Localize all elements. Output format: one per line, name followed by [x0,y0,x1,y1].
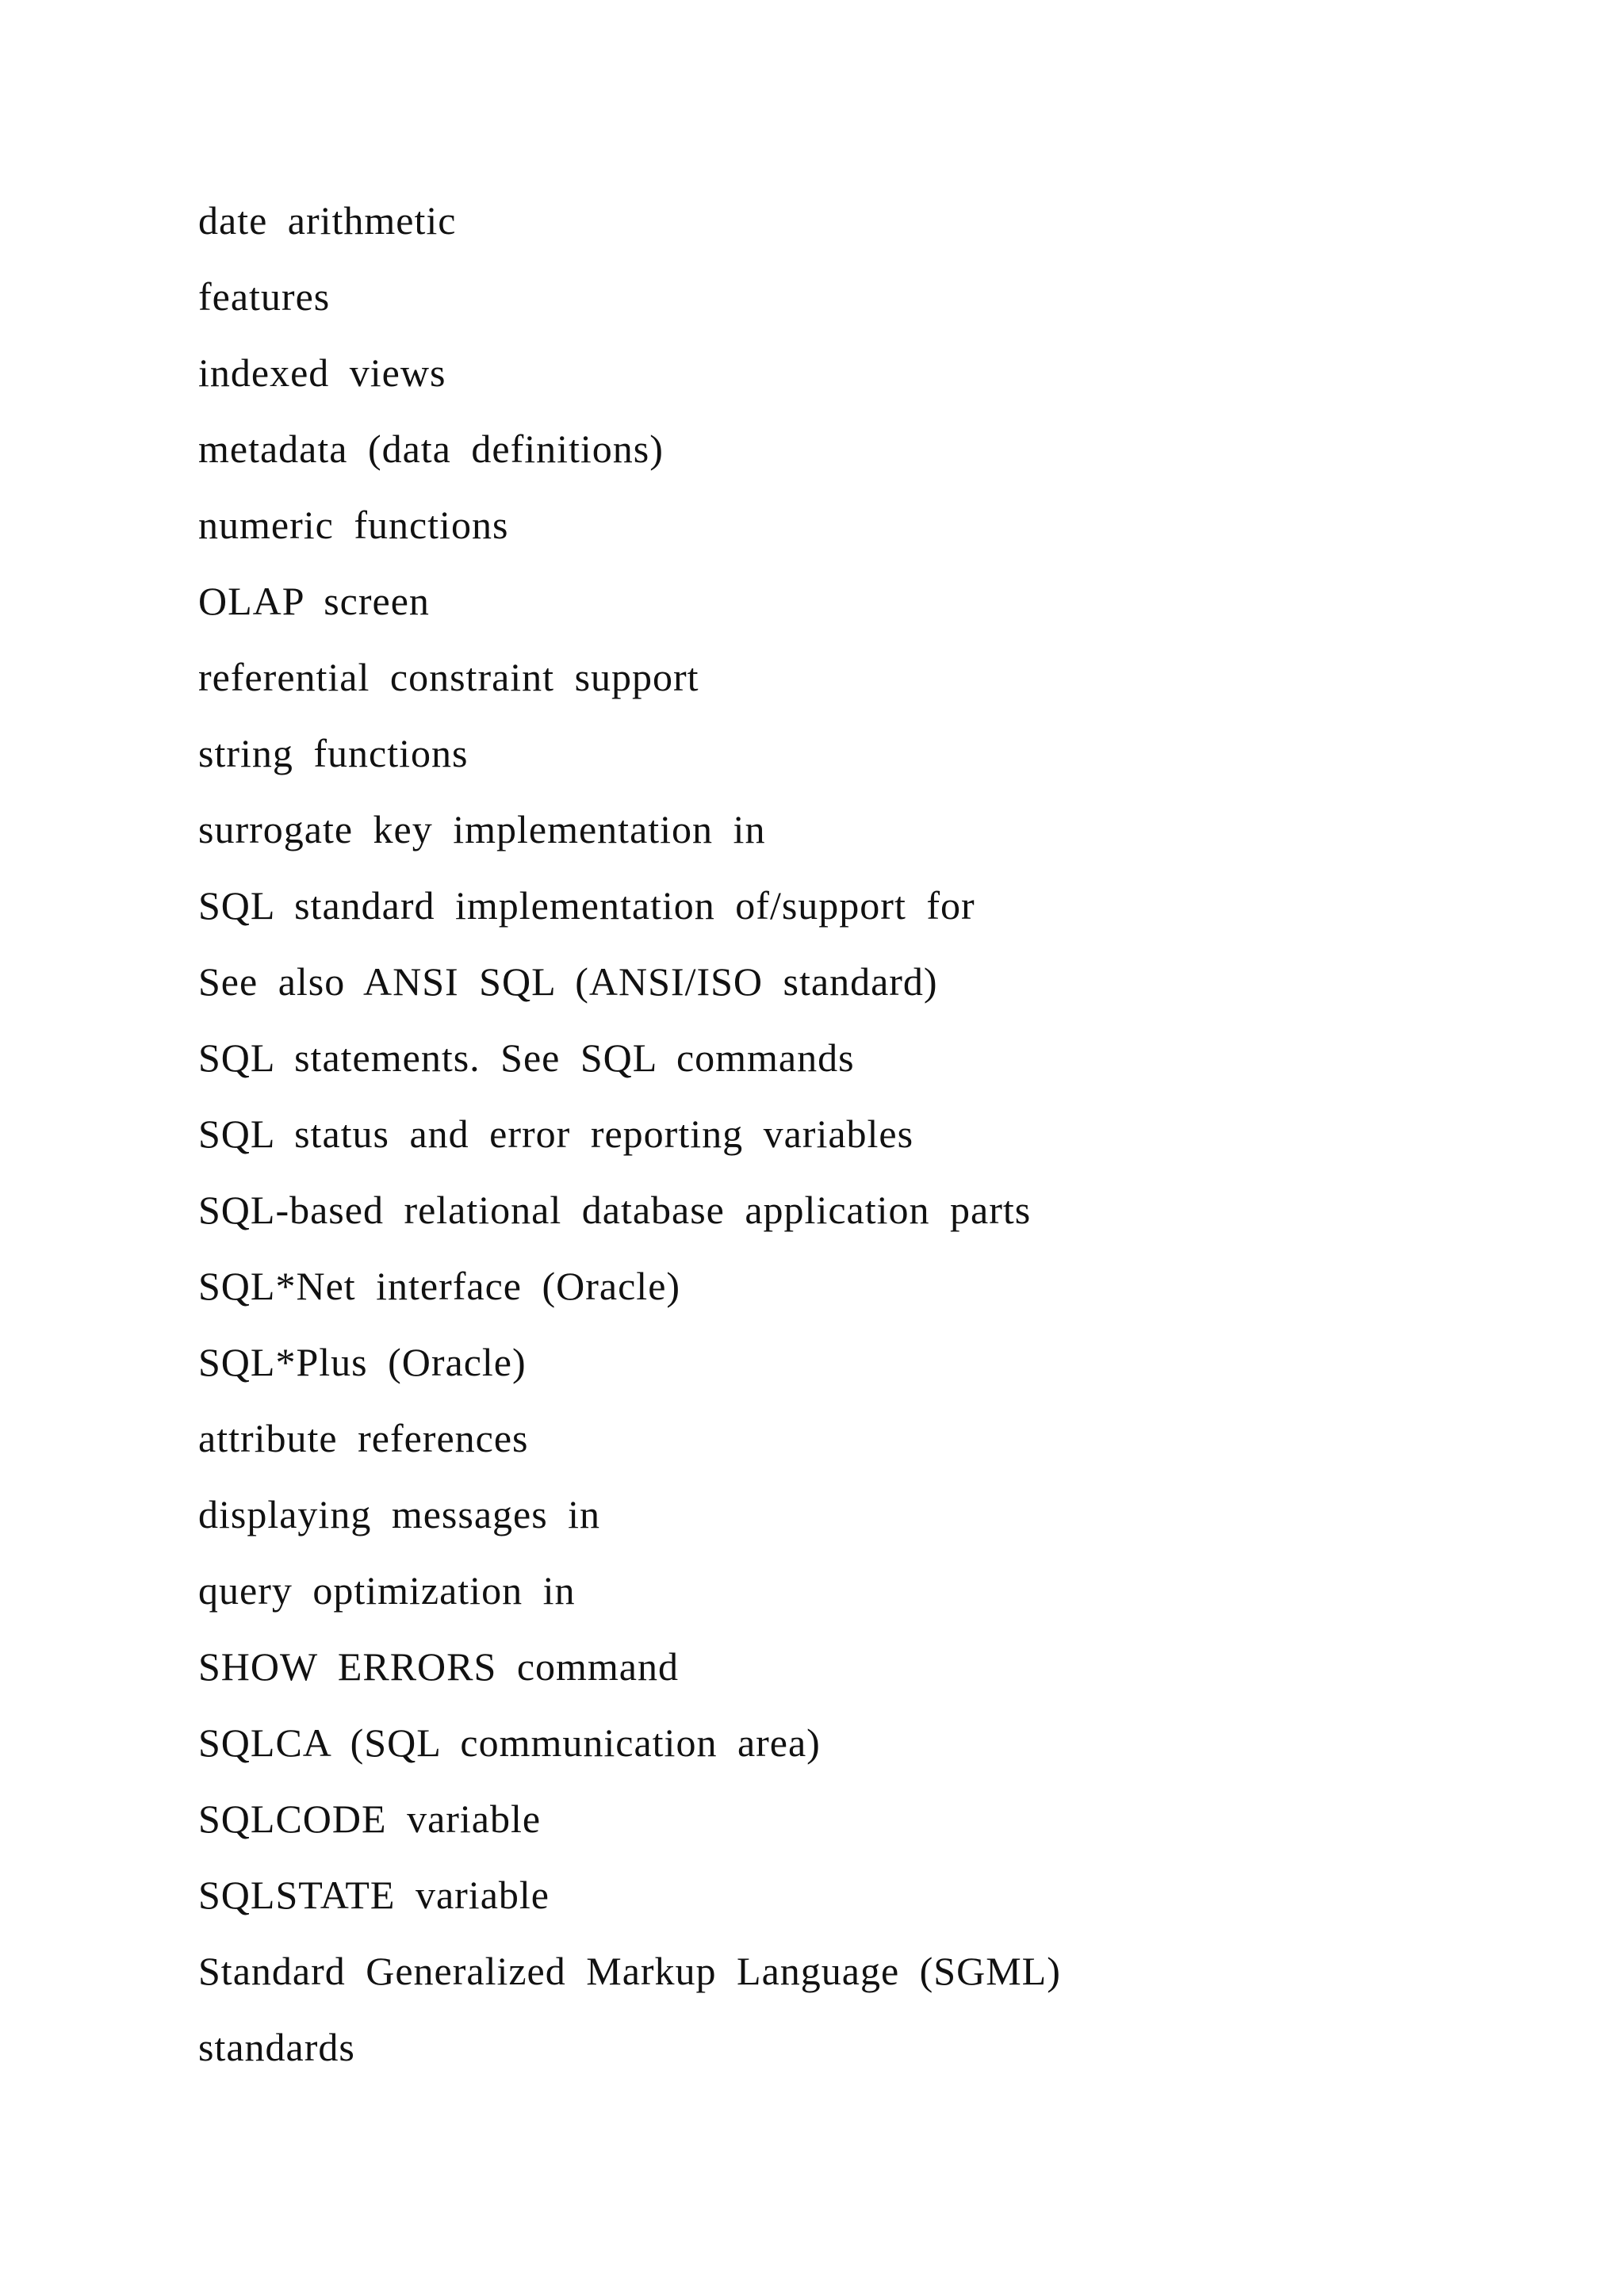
index-entry: string functions [198,731,469,775]
index-entry: metadata (data definitions) [198,427,664,471]
index-entry: See also ANSI SQL (ANSI/ISO standard) [198,959,938,1004]
index-entry: OLAP screen [198,579,430,623]
index-entry: SQL*Net interface (Oracle) [198,1264,681,1308]
index-entry: SQLSTATE variable [198,1873,550,1917]
index-entry: Standard Generalized Markup Language (SGML) [198,1949,1061,1993]
index-entry: SQL status and error reporting variables [198,1112,914,1156]
index-entry-list [198,195,1061,2098]
index-entry: SQLCA (SQL communication area) [198,1720,821,1765]
index-entry: features [198,274,331,319]
index-entry: attribute references [198,1416,529,1460]
index-entry: indexed views [198,350,446,395]
index-entry: surrogate key implementation in [198,807,766,851]
index-entry: date arithmetic [198,198,457,243]
index-entry: SQL*Plus (Oracle) [198,1340,527,1384]
index-entry: SQL statements. See SQL commands [198,1035,855,1080]
index-entry: standards [198,2025,355,2069]
index-entry: query optimization in [198,1568,576,1613]
index-entry: SQL standard implementation of/support for [198,883,975,928]
index-entry: SQL-based relational database application parts [198,1188,1032,1232]
index-entry: SQLCODE variable [198,1797,542,1841]
index-entry: referential constraint support [198,655,699,699]
index-entry: SHOW ERRORS command [198,1644,679,1689]
index-entry: numeric functions [198,503,509,547]
index-entry: displaying messages in [198,1492,601,1536]
